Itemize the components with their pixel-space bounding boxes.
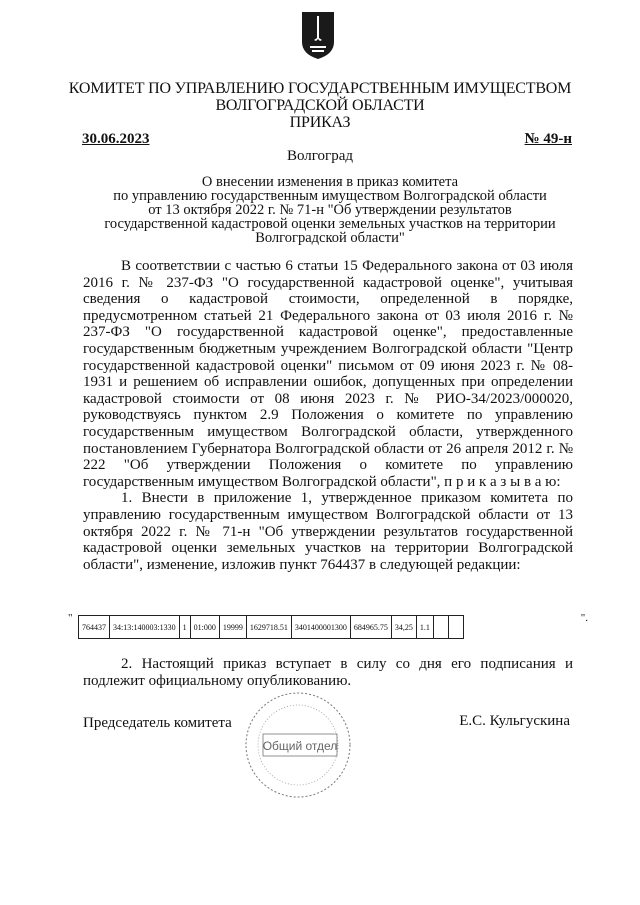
cadastral-table-block	[68, 612, 588, 642]
open-quote: "	[68, 612, 73, 624]
table-cell: 3401400001300	[291, 616, 350, 639]
document-city: Волгоград	[286, 148, 353, 164]
subject-line: О внесении изменения в приказ комитета	[201, 174, 459, 190]
subject-line: Волгоградской области"	[255, 230, 405, 246]
document-subject	[60, 175, 600, 245]
body-paragraph-1: В соответствии с частью 6 статьи 15 Федерального закона от 03 июля 2016 г. № 237-ФЗ "О государственной кадастровой оценке", учитывая сведения о кадастровой стоимости, определенной в порядке, предусмотренном статьей 21 Федерального закона от 03 июля 2016 г. № 237-ФЗ "О государственной кадастровой оценке", предоставленные государственным бюджетным учреждением Волгоградской области "Центр государственной кадастровой оценки" письмом от 09 июня 2023 г. № 08-1931 и решением об исправлении ошибок, допущенных при определении кадастровой стоимости от 08 июня 2023 г. № РИО-34/2023/000020, руководствуясь пунктом 2.9 Положения о комитете по управлению государственным имуществом Волгоградской области, утвержденного постановлением Губернатора Волгоградской области от 26 апреля 2012 г. № 222 "Об утверждении Положения о комитете по управлению государственным имуществом Волгоградской области", п р и к а з ы в а ю:	[83, 258, 573, 490]
org-name-line1: КОМИТЕТ ПО УПРАВЛЕНИЮ ГОСУДАРСТВЕННЫМ ИМУЩЕСТВОМ	[68, 80, 572, 97]
coat-of-arms-emblem	[300, 10, 336, 60]
table-cell: 684965.75	[350, 616, 391, 639]
close-quote: ".	[580, 612, 588, 624]
organization-header	[40, 80, 600, 131]
table-cell	[433, 616, 448, 639]
subject-line: по управлению государственным имуществом Волгоградской области	[113, 188, 547, 204]
table-cell: 1629718.51	[246, 616, 291, 639]
document-number: № 49-н	[524, 131, 572, 147]
table-cell: 764437	[79, 616, 110, 639]
table-cell: 19999	[219, 616, 246, 639]
signer-position: Председатель комитета	[83, 715, 232, 731]
document-body-continued	[83, 656, 573, 690]
table-cell: 34,25	[391, 616, 416, 639]
document-date: 30.06.2023	[82, 131, 150, 147]
table-row	[79, 616, 464, 639]
body-paragraph-2: 1. Внести в приложение 1, утвержденное приказом комитета по управлению государственным имуществом Волгоградской области от 13 октября 2022 г. № 71-н "Об утверждении результатов государственной кадастровой оценки земельных участков на территории Волгоградской области", изменение, изложив пункт 764437 в следующей редакции:	[83, 490, 573, 573]
subject-line: от 13 октября 2022 г. № 71-н "Об утверждении результатов	[148, 202, 512, 218]
table-cell: 01:000	[190, 616, 219, 639]
stamp-seal	[243, 690, 353, 800]
table-cell	[448, 616, 463, 639]
signer-name: Е.С. Кульгускина	[459, 713, 570, 729]
document-type: ПРИКАЗ	[289, 114, 351, 131]
table-cell: 34:13:140003:1330	[110, 616, 180, 639]
subject-line: государственной кадастровой оценки земельных участков на территории	[104, 216, 556, 232]
document-body	[83, 258, 573, 573]
cadastral-table	[78, 615, 464, 639]
body-paragraph-3: 2. Настоящий приказ вступает в силу со дня его подписания и подлежит официальному опубликованию.	[83, 656, 573, 689]
org-name-line2: ВОЛГОГРАДСКОЙ ОБЛАСТИ	[215, 97, 425, 114]
table-cell: 1.1	[416, 616, 433, 639]
table-cell: 1	[179, 616, 190, 639]
stamp-text: Общий отдел	[262, 739, 338, 753]
